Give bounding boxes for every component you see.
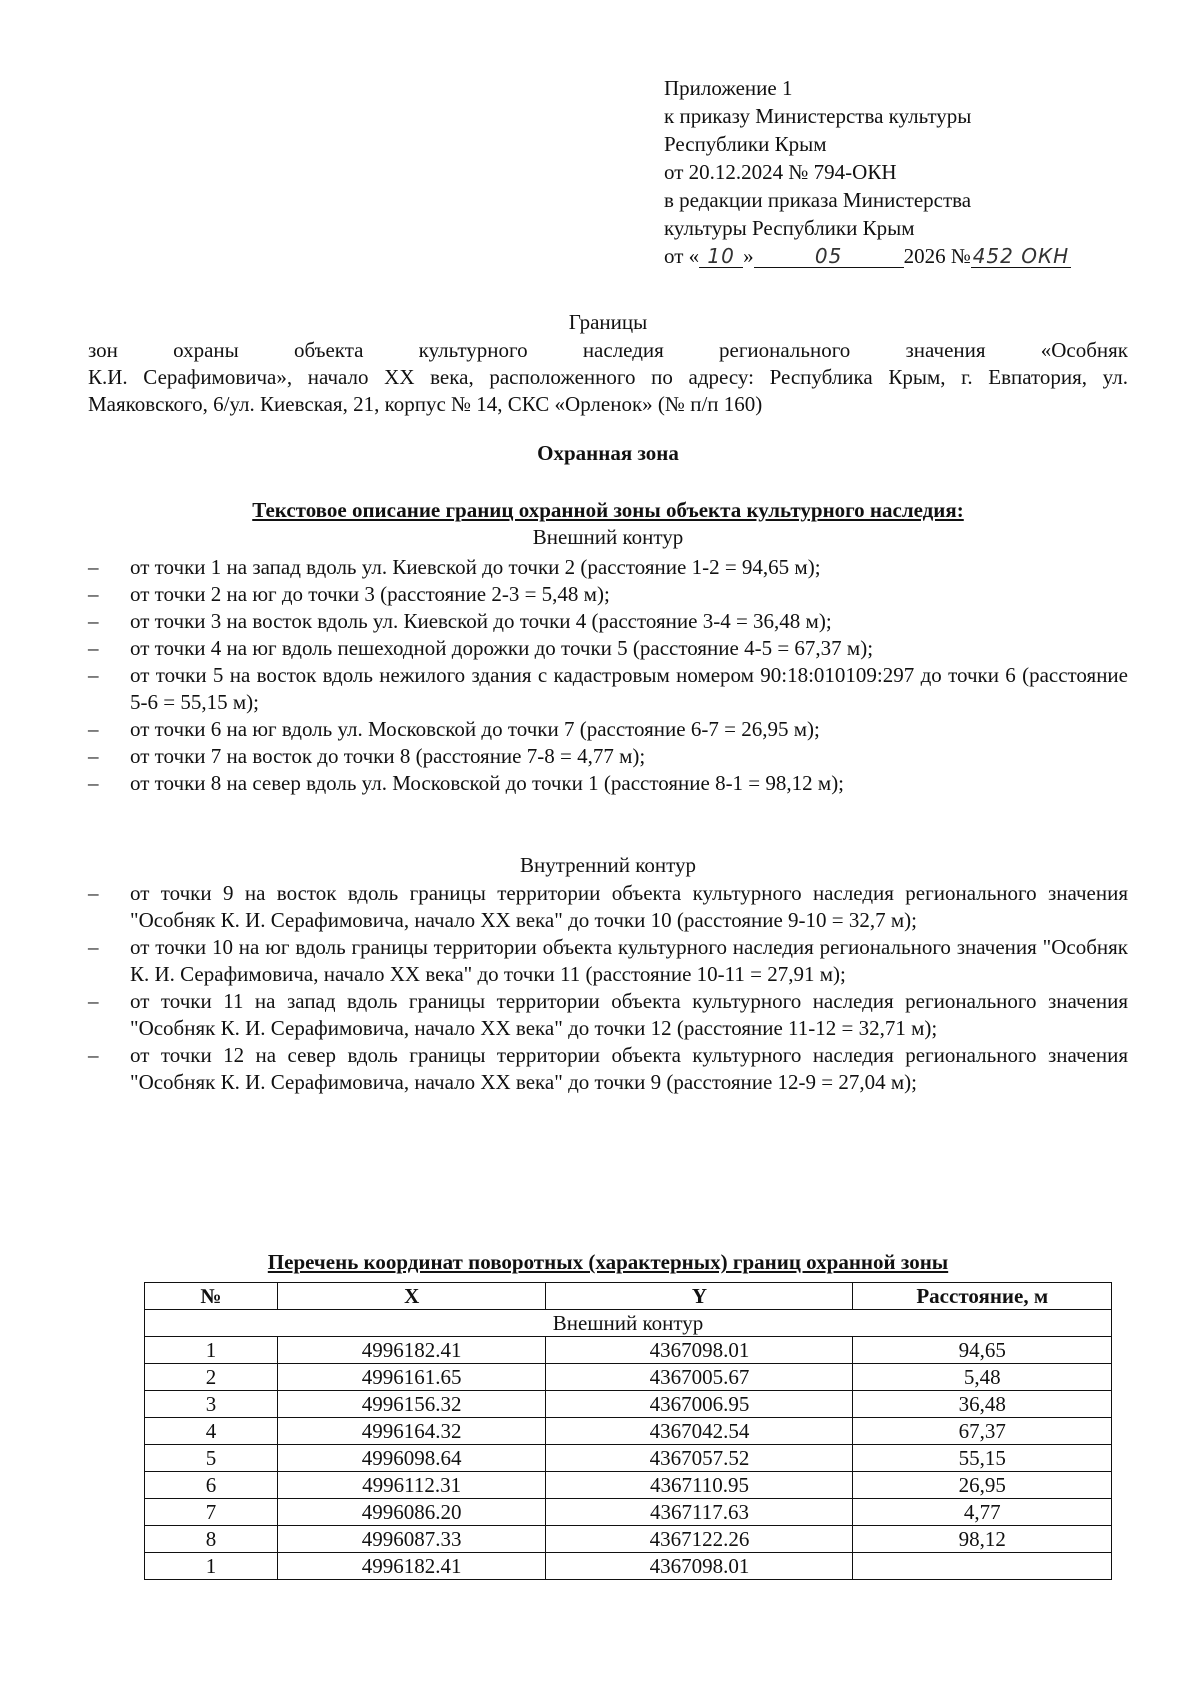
cell-number: 6	[145, 1472, 278, 1499]
cell-distance: 94,65	[853, 1337, 1112, 1364]
dash-marker: –	[88, 582, 99, 606]
list-item-text: от точки 5 на восток вдоль нежилого здания с кадастровым номером 90:18:010109:297 до точки 6 (расстояние 5-6 = 55,15 м);	[130, 663, 1128, 714]
list-item	[88, 635, 1128, 662]
cell-y: 4367122.26	[546, 1526, 853, 1553]
list-item	[88, 608, 1128, 635]
cell-x: 4996087.33	[277, 1526, 546, 1553]
table-row	[145, 1337, 1112, 1364]
list-item-text: от точки 9 на восток вдоль границы территории объекта культурного наследия регионального значения "Особняк К. И. Серафимовича, начало XX века" до точки 10 (расстояние 9-10 = 32,7 м);	[130, 881, 1128, 932]
cell-y: 4367098.01	[546, 1337, 853, 1364]
amendment-date-line	[664, 242, 1124, 270]
list-item-text: от точки 8 на север вдоль ул. Московской до точки 1 (расстояние 8-1 = 98,12 м);	[130, 771, 845, 795]
list-item	[88, 1042, 1128, 1096]
cell-y: 4367005.67	[546, 1364, 853, 1391]
list-item	[88, 770, 1128, 797]
cell-y: 4367110.95	[546, 1472, 853, 1499]
coordinates-table	[144, 1282, 1112, 1580]
table-header-row	[145, 1283, 1112, 1310]
appendix-line: Приложение 1	[664, 76, 793, 100]
table-row	[145, 1499, 1112, 1526]
list-item	[88, 988, 1128, 1042]
table-row	[145, 1526, 1112, 1553]
list-item-text: от точки 12 на север вдоль границы территории объекта культурного наследия регионального значения "Особняк К. И. Серафимовича, начало XX века" до точки 9 (расстояние 12-9 = 27,04 м);	[130, 1043, 1128, 1094]
section-outer-contour: Внешний контур	[145, 1310, 1112, 1337]
cell-y: 4367042.54	[546, 1418, 853, 1445]
handwritten-order-number: 452 ОКН	[972, 244, 1070, 268]
document-heading: Границы	[568, 310, 648, 334]
list-item	[88, 662, 1128, 716]
list-item-text: от точки 2 на юг до точки 3 (расстояние 2-3 = 5,48 м);	[130, 582, 610, 606]
cell-number: 7	[145, 1499, 278, 1526]
header-x: X	[277, 1283, 546, 1310]
zone-title: Охранная зона	[537, 441, 679, 465]
table-row	[145, 1472, 1112, 1499]
cell-x: 4996182.41	[277, 1553, 546, 1580]
list-item	[88, 581, 1128, 608]
dash-marker: –	[88, 881, 99, 905]
dash-marker: –	[88, 555, 99, 579]
cell-distance: 5,48	[853, 1364, 1112, 1391]
list-item	[88, 743, 1128, 770]
handwritten-month: 05	[814, 244, 843, 268]
dash-marker: –	[88, 935, 99, 959]
cell-y: 4367098.01	[546, 1553, 853, 1580]
list-item	[88, 880, 1128, 934]
cell-y: 4367006.95	[546, 1391, 853, 1418]
cell-number: 1	[145, 1553, 278, 1580]
table-row	[145, 1391, 1112, 1418]
appendix-line: от 20.12.2024 № 794-ОКН	[664, 160, 897, 184]
cell-distance: 4,77	[853, 1499, 1112, 1526]
appendix-line: Республики Крым	[664, 132, 827, 156]
appendix-block	[664, 74, 1124, 270]
table-row	[145, 1553, 1112, 1580]
cell-y: 4367117.63	[546, 1499, 853, 1526]
cell-x: 4996112.31	[277, 1472, 546, 1499]
cell-distance: 67,37	[853, 1418, 1112, 1445]
table-section-row	[145, 1310, 1112, 1337]
list-item	[88, 716, 1128, 743]
appendix-line: к приказу Министерства культуры	[664, 104, 972, 128]
subject-rest: К.И. Серафимовича», начало XX века, расположенного по адресу: Республика Крым, г. Евпатория, ул. Маяковского, 6/ул. Киевская, 21, корпус № 14, СКС «Орленок» (№ п/п 160)	[88, 365, 1128, 416]
outer-contour-title: Внешний контур	[532, 525, 684, 549]
table-row	[145, 1418, 1112, 1445]
cell-x: 4996086.20	[277, 1499, 546, 1526]
handwritten-day: 10	[707, 244, 735, 268]
list-item-text: от точки 3 на восток вдоль ул. Киевской до точки 4 (расстояние 3-4 = 36,48 м);	[130, 609, 832, 633]
dash-marker: –	[88, 989, 99, 1013]
cell-number: 8	[145, 1526, 278, 1553]
subject-line-1: зон охраны объекта культурного наследия регионального значения «Особняк	[88, 338, 1128, 362]
cell-number: 5	[145, 1445, 278, 1472]
cell-distance: 98,12	[853, 1526, 1112, 1553]
cell-distance: 26,95	[853, 1472, 1112, 1499]
header-y: Y	[546, 1283, 853, 1310]
dash-marker: –	[88, 771, 99, 795]
inner-contour-title: Внутренний контур	[520, 853, 696, 877]
cell-number: 3	[145, 1391, 278, 1418]
list-item-text: от точки 11 на запад вдоль границы территории объекта культурного наследия регионального значения "Особняк К. И. Серафимовича, начало XX века" до точки 12 (расстояние 11-12 = 32,71 м);	[130, 989, 1128, 1040]
dash-marker: –	[88, 636, 99, 660]
cell-distance: 55,15	[853, 1445, 1112, 1472]
cell-x: 4996161.65	[277, 1364, 546, 1391]
text-description-title: Текстовое описание границ охранной зоны объекта культурного наследия:	[252, 498, 964, 522]
cell-x: 4996098.64	[277, 1445, 546, 1472]
date-year: 2026 №	[903, 244, 971, 268]
list-item-text: от точки 6 на юг вдоль ул. Московской до точки 7 (расстояние 6-7 = 26,95 м);	[130, 717, 820, 741]
dash-marker: –	[88, 717, 99, 741]
dash-marker: –	[88, 663, 99, 687]
cell-distance	[853, 1553, 1112, 1580]
cell-number: 4	[145, 1418, 278, 1445]
list-item-text: от точки 1 на запад вдоль ул. Киевской до точки 2 (расстояние 1-2 = 94,65 м);	[130, 555, 821, 579]
inner-contour-list	[88, 880, 1128, 1096]
table-row	[145, 1364, 1112, 1391]
table-row	[145, 1445, 1112, 1472]
header-number: №	[145, 1283, 278, 1310]
cell-x: 4996182.41	[277, 1337, 546, 1364]
cell-distance: 36,48	[853, 1391, 1112, 1418]
list-item	[88, 934, 1128, 988]
cell-number: 2	[145, 1364, 278, 1391]
cell-y: 4367057.52	[546, 1445, 853, 1472]
dash-marker: –	[88, 1043, 99, 1067]
outer-contour-list	[88, 554, 1128, 797]
list-item-text: от точки 4 на юг вдоль пешеходной дорожки до точки 5 (расстояние 4-5 = 67,37 м);	[130, 636, 874, 660]
table-title-wrap	[88, 1249, 1128, 1276]
header-distance: Расстояние, м	[853, 1283, 1112, 1310]
list-item-text: от точки 10 на юг вдоль границы территории объекта культурного наследия регионального значения "Особняк К. И. Серафимовича, начало XX века" до точки 11 (расстояние 10-11 = 27,91 м);	[130, 935, 1128, 986]
table-title: Перечень координат поворотных (характерных) границ охранной зоны	[267, 1250, 949, 1274]
appendix-line: в редакции приказа Министерства	[664, 188, 972, 212]
dash-marker: –	[88, 609, 99, 633]
dash-marker: –	[88, 744, 99, 768]
cell-number: 1	[145, 1337, 278, 1364]
list-item-text: от точки 7 на восток до точки 8 (расстояние 7-8 = 4,77 м);	[130, 744, 646, 768]
date-prefix: от «	[664, 244, 700, 268]
date-mid: »	[743, 244, 754, 268]
text-description-title-wrap	[88, 497, 1128, 524]
cell-x: 4996164.32	[277, 1418, 546, 1445]
cell-x: 4996156.32	[277, 1391, 546, 1418]
appendix-line: культуры Республики Крым	[664, 216, 915, 240]
list-item	[88, 554, 1128, 581]
